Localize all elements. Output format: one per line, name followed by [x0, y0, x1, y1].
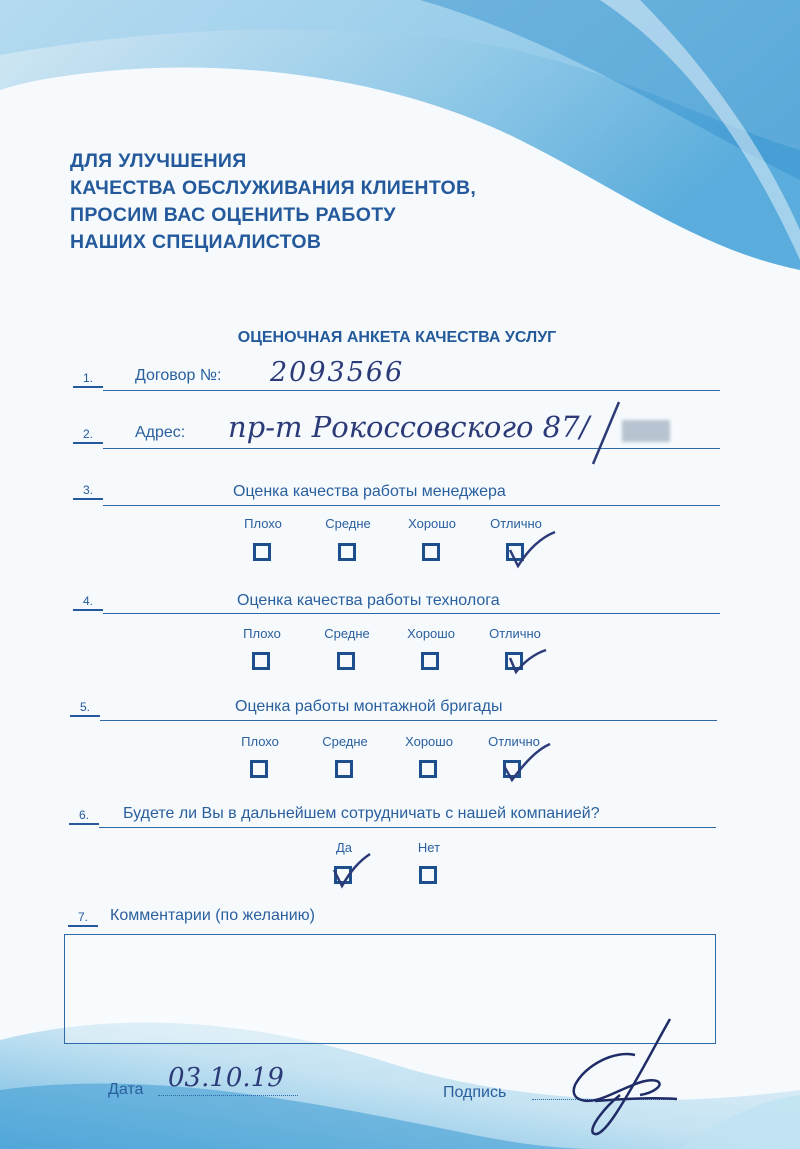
- option-label: Плохо: [241, 734, 279, 749]
- check-mark-icon: [500, 640, 550, 680]
- number-underline: [68, 925, 98, 927]
- manager-label: Оценка качества работы менеджера: [233, 483, 506, 500]
- number-underline: [73, 609, 103, 611]
- option-label: Средне: [325, 516, 371, 531]
- option-label: Средне: [322, 734, 368, 749]
- technologist-checkbox-good[interactable]: [421, 652, 439, 670]
- option-label: Хорошо: [405, 734, 453, 749]
- manager-line: [103, 505, 720, 506]
- signature-image[interactable]: [565, 1015, 685, 1140]
- option-label: Хорошо: [408, 516, 456, 531]
- address-value[interactable]: пр-т Рокоссовского 87/: [228, 410, 590, 444]
- redacted-area: [622, 420, 670, 442]
- number-underline: [73, 442, 103, 444]
- option-label: Средне: [324, 626, 370, 641]
- date-line: [158, 1095, 298, 1096]
- option-label: Плохо: [244, 516, 282, 531]
- check-mark-icon: [496, 738, 556, 788]
- signature-label: Подпись: [443, 1084, 507, 1101]
- brigade-checkbox-bad[interactable]: [250, 760, 268, 778]
- header-line: ПРОСИМ ВАС ОЦЕНИТЬ РАБОТУ: [70, 204, 396, 226]
- header-text: [70, 148, 476, 256]
- number-underline: [73, 386, 103, 388]
- number-underline: [73, 498, 103, 500]
- contract-line: [103, 390, 720, 391]
- item-number: 3.: [83, 483, 94, 497]
- contract-value[interactable]: 2093566: [270, 357, 405, 388]
- number-underline: [70, 715, 100, 717]
- header-line: ДЛЯ УЛУЧШЕНИЯ: [70, 150, 247, 172]
- brigade-checkbox-average[interactable]: [335, 760, 353, 778]
- header-line: КАЧЕСТВА ОБСЛУЖИВАНИЯ КЛИЕНТОВ,: [70, 177, 477, 199]
- option-label: Отлично: [489, 626, 541, 641]
- number-underline: [69, 823, 99, 825]
- option-label: Отлично: [490, 516, 542, 531]
- brigade-label: Оценка работы монтажной бригады: [235, 698, 503, 715]
- cooperate-checkbox-no[interactable]: [419, 866, 437, 884]
- manager-checkbox-average[interactable]: [338, 543, 356, 561]
- item-number: 2.: [83, 427, 94, 441]
- technologist-label: Оценка качества работы технолога: [237, 592, 500, 609]
- brigade-line: [100, 720, 717, 721]
- item-number: 6.: [79, 808, 90, 822]
- item-number: 4.: [83, 594, 94, 608]
- option-label: Плохо: [243, 626, 281, 641]
- date-label: Дата: [108, 1081, 144, 1098]
- contract-label: Договор №:: [135, 367, 222, 384]
- item-number: 5.: [80, 700, 91, 714]
- item-number: 1.: [83, 371, 94, 385]
- technologist-line: [103, 613, 720, 614]
- brigade-checkbox-good[interactable]: [419, 760, 437, 778]
- date-value[interactable]: 03.10.19: [168, 1063, 284, 1093]
- cooperate-label: Будете ли Вы в дальнейшем сотрудничать с нашей компанией?: [123, 805, 600, 822]
- header-line: НАШИХ СПЕЦИАЛИСТОВ: [70, 231, 322, 253]
- manager-checkbox-good[interactable]: [422, 543, 440, 561]
- comments-label: Комментарии (по желанию): [110, 907, 315, 924]
- handwritten-slash: [585, 398, 625, 468]
- address-label: Адрес:: [135, 424, 186, 441]
- option-label: Нет: [417, 840, 441, 855]
- technologist-checkbox-average[interactable]: [337, 652, 355, 670]
- option-label: Отлично: [488, 734, 540, 749]
- form-title: ОЦЕНОЧНАЯ АНКЕТА КАЧЕСТВА УСЛУГ: [237, 329, 557, 346]
- manager-checkbox-bad[interactable]: [253, 543, 271, 561]
- technologist-checkbox-bad[interactable]: [252, 652, 270, 670]
- check-mark-icon: [500, 528, 560, 573]
- cooperate-line: [99, 827, 716, 828]
- address-line: [103, 448, 720, 449]
- option-label: Хорошо: [407, 626, 455, 641]
- check-mark-icon: [328, 846, 378, 891]
- option-label: Да: [335, 840, 353, 855]
- item-number: 7.: [78, 910, 89, 924]
